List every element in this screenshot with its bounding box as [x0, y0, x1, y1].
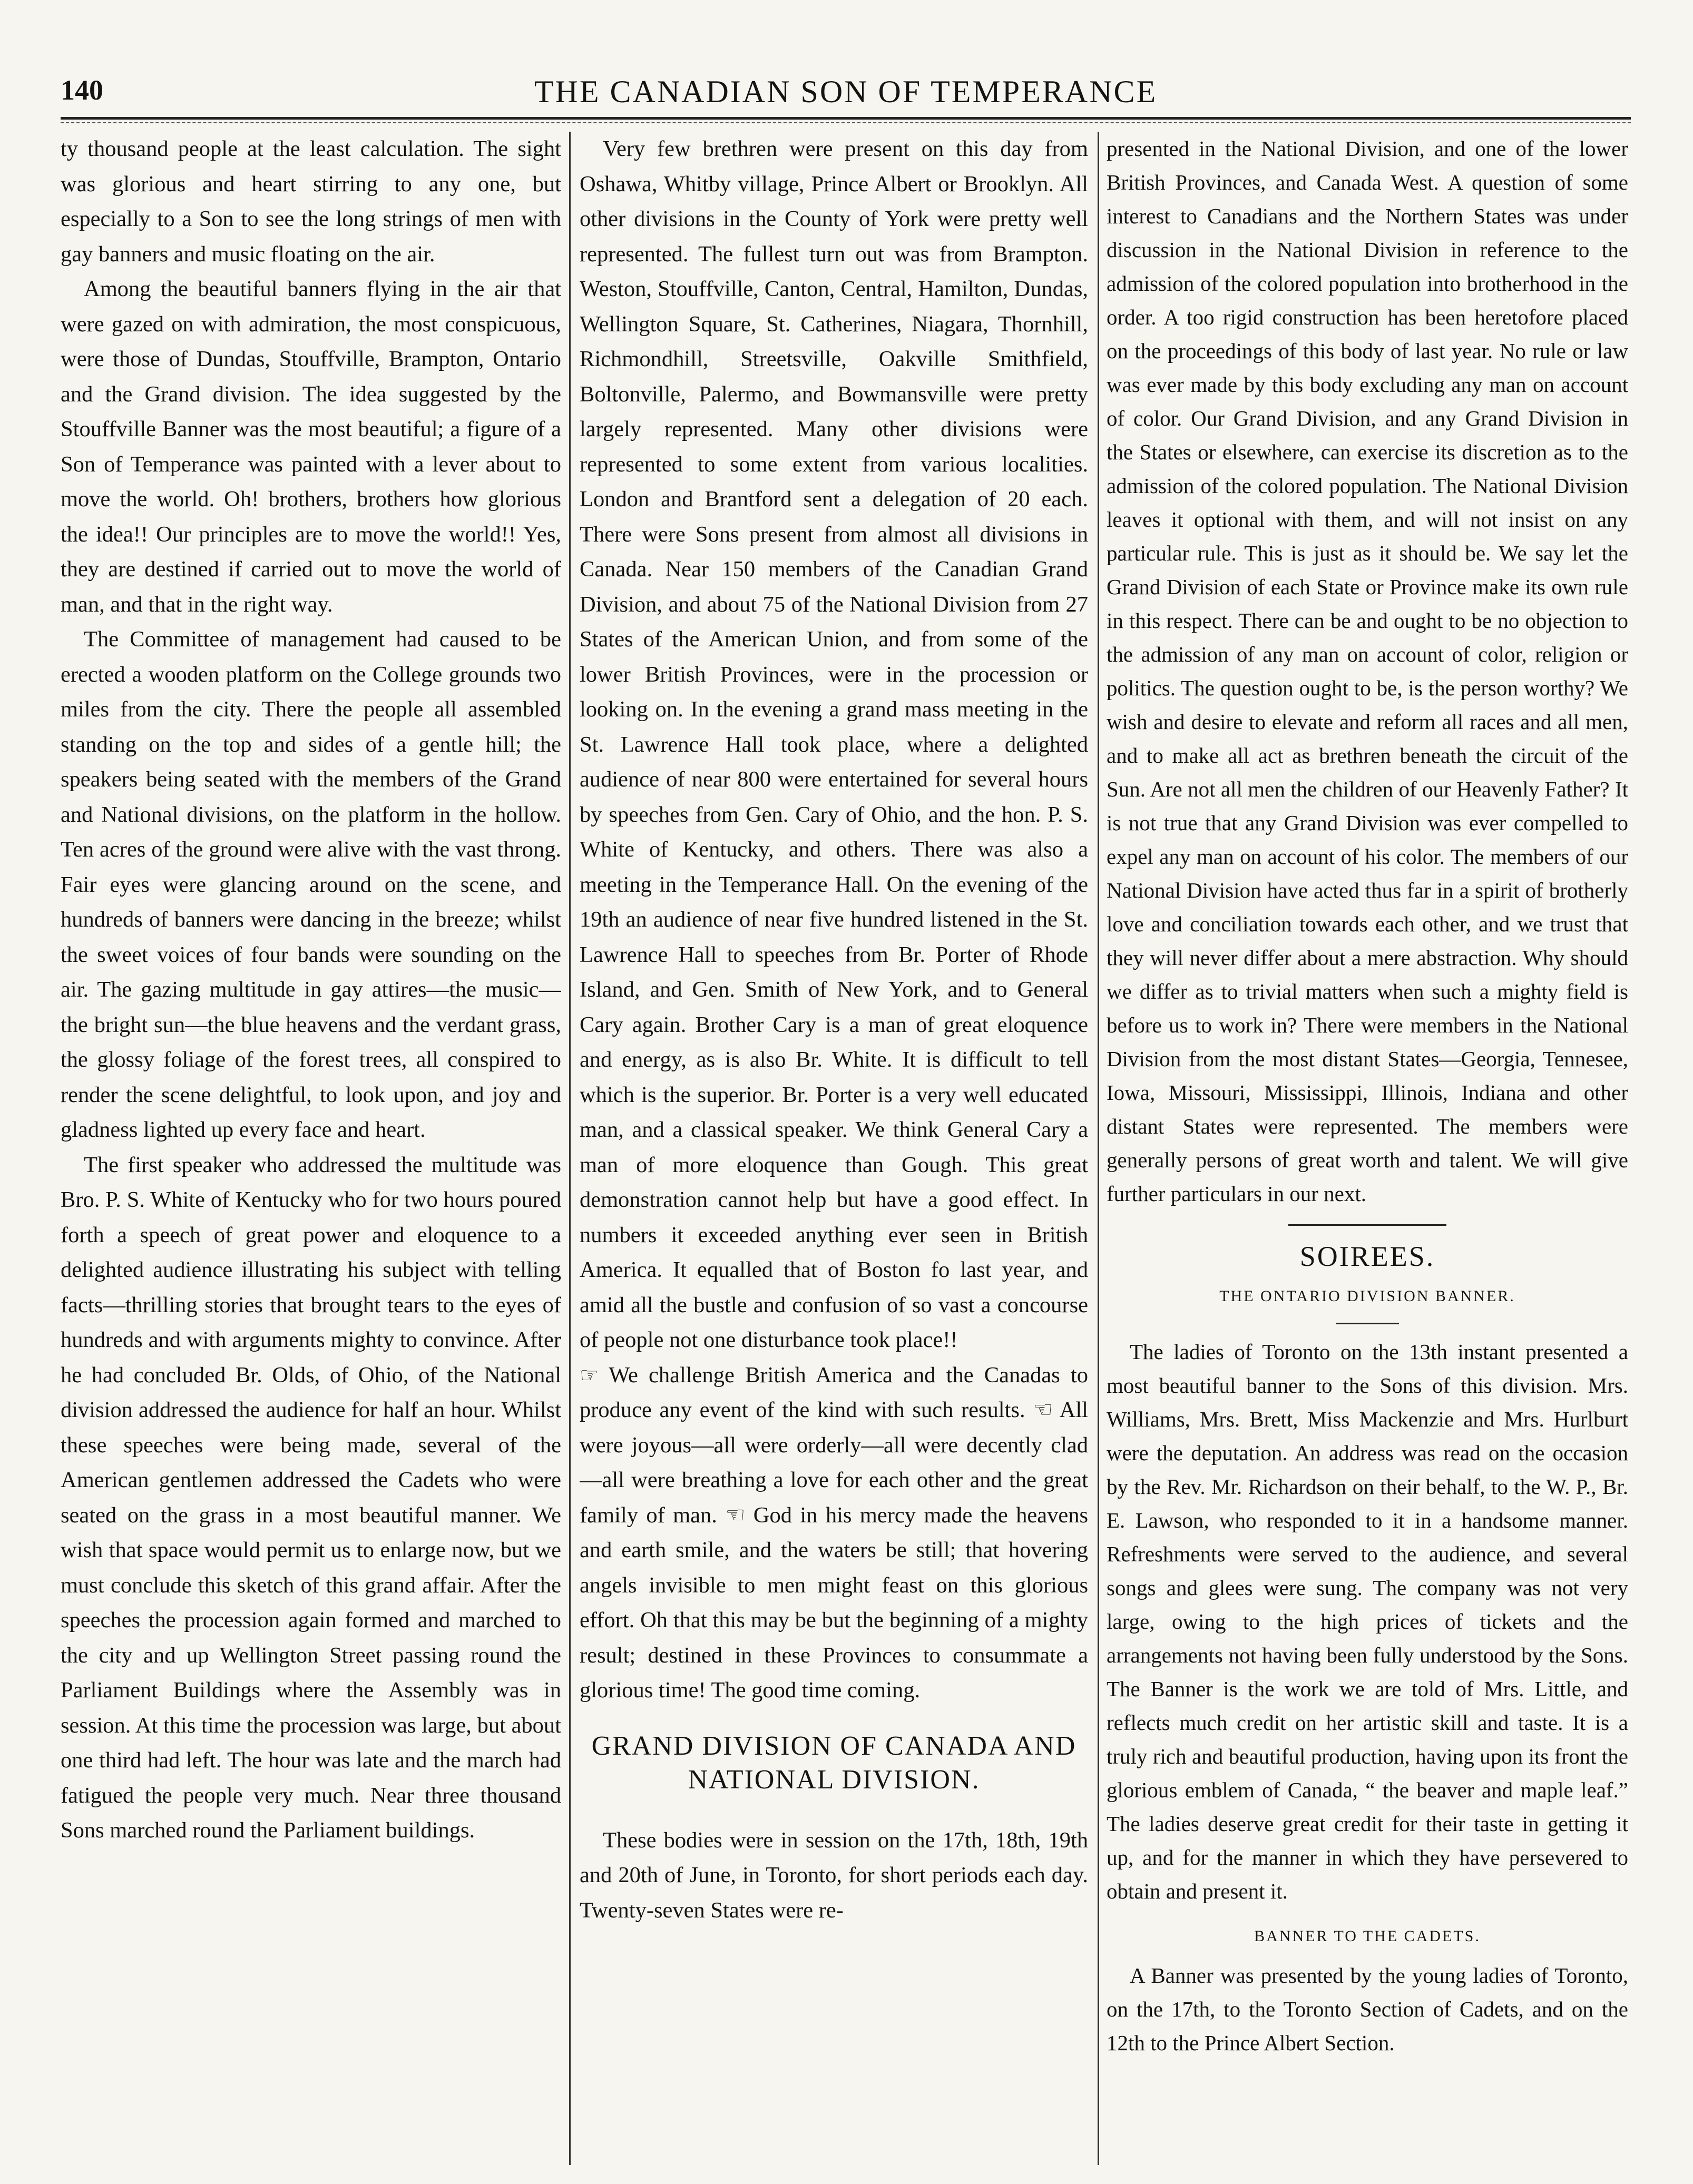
column-3 [1107, 132, 1628, 2165]
pointing-hand-icon: ☞ [580, 1363, 599, 1387]
paragraph: The ladies of Toronto on the 13th instant presented a most beautiful banner to the Sons of this division. Mrs. Williams, Mrs. Brett, Miss Mackenzie and Mrs. Hurlburt were the deputation. An address was read on the occasion by the Rev. Mr. Richardson on their behalf, to the W. P., Br. E. Lawson, who responded to it in a handsome manner. Refreshments were served to the audience, and several songs and glees were sung. The company was not very large, owing to the high prices of tickets and the arrangements not having been fully understood by the Sons. The Banner is the work we are told of Mrs. Little, and reflects much credit on her artistic skill and taste. It is a truly rich and beautiful production, having upon its front the glorious emblem of Canada, “ the beaver and maple leaf.” The ladies deserve great credit for their taste in getting it up, and for the manner in which they have persevered to obtain and present it. [1107, 1340, 1628, 1903]
paragraph: Very few brethren were present on this day from Oshawa, Whitby village, Prince Albert or Brooklyn. All other divisions in the County of York were pretty well represented. The fullest turn out was from Brampton. Weston, Stouffville, Canton, Central, Hamilton, Dundas, Wellington Square, St. Catherines, Niagara, Thornhill, Richmondhill, Streetsville, Oakville Smithfield, Boltonville, Palermo, and Bowmansville were pretty largely represented. Many other divisions were represented to some extent from various localities. London and Brantford sent a delegation of 20 each. There were Sons present from almost all divisions in Canada. Near 150 members of the Canadian Grand Division, and about 75 of the National Division from 27 States of the American Union, and from some of the lower British Provinces, were in the procession or looking on. In the evening a grand mass meeting in the St. Lawrence Hall took place, where a delighted audience of near 800 were entertained for several hours by speeches from Gen. Cary of Ohio, and the hon. P. S. White of Kentucky, and others. There was also a meeting in the Temperance Hall. On the evening of the 19th an audience of near five hundred listened in the St. Lawrence Hall to speeches from Br. Porter of Rhode Island, and Gen. Smith of New York, and to General Cary again. Brother Cary is a man of great eloquence and energy, as is also Br. White. It is difficult to tell which is the superior. Br. Porter is a very well educated man, and a classical speaker. We think General Cary a man of more eloquence than Gough. This great demonstration cannot help but have a good effect. In numbers it exceeded anything ever seen in British America. It equalled that of Boston fo last year, and amid all the bustle and confusion of so vast a concourse of people not one disturbance took place!! [580, 136, 1088, 1352]
section-heading: SOIREES. [1299, 1241, 1435, 1272]
paragraph: These bodies were in session on the 17th, 18th, 19th and 20th of June, in Toronto, for short periods each day. Twenty-seven States were re- [580, 1827, 1088, 1923]
column-divider-1 [569, 132, 571, 2165]
paragraph: A Banner was presented by the young ladies of Toronto, on the 17th, to the Toronto Section of Cadets, and on the 12th to the Prince Albert Section. [1107, 1963, 1628, 2055]
section-heading: GRAND DIVISION OF CANADA AND NATIONAL DIVISION. [591, 1730, 1077, 1795]
page-header [61, 74, 1631, 121]
sub-heading: THE ONTARIO DIVISION BANNER. [1219, 1287, 1515, 1305]
paragraph: ty thousand people at the least calculation. The sight was glorious and heart stirring to any one, but especially to a Son to see the long strings of men with gay banners and music floating on the air. [61, 136, 561, 267]
running-title: THE CANADIAN SON OF TEMPERANCE [534, 74, 1158, 109]
header-rule [61, 117, 1631, 120]
paragraph [580, 1358, 1088, 1708]
sub-heading: BANNER TO THE CADETS. [1254, 1927, 1481, 1945]
paragraph-text: We challenge British America and the Canadas to produce any event of the kind with such results. ☜ All were joyous—all were orderly—all were decently clad—all were breathing a love for each other and the great family of man. ☜ God in his mercy made the heavens and earth smile, and the waters be still; that hovering angels invisible to men might feast on this glorious effort. Oh that this may be but the beginning of a mighty result; destined in these Provinces to consummate a glorious time! The good time coming. [580, 1362, 1088, 1703]
column-1 [61, 132, 561, 2165]
paragraph: Among the beautiful banners flying in the air that were gazed on with admiration, the most conspicuous, were those of Dundas, Stouffville, Brampton, Ontario and the Grand division. The idea suggested by the Stouffville Banner was the most beautiful; a figure of a Son of Temperance was painted with a lever about to move the world. Oh! brothers, brothers how glorious the idea!! Our principles are to move the world!! Yes, they are destined if carried out to move the world of man, and that in the right way. [61, 277, 561, 617]
paragraph: presented in the National Division, and one of the lower British Provinces, and Canada West. A question of some interest to Canadians and the Northern States was under discussion in the National Division in reference to the admission of the colored population into brotherhood in the order. A too rigid construction has been heretofore placed on the proceedings of this body of last year. No rule or law was ever made by this body excluding any man on account of color. Our Grand Division, and any Grand Division in the States or elsewhere, can exercise its discretion as to the admission of the colored population. The National Division leaves it optional with them, and will not insist on any particular rule. This is just as it should be. We say let the Grand Division of each State or Province make its own rule in this respect. There can be and ought to be no objection to the admission of any man on account of color, religion or politics. The question ought to be, is the person worthy? We wish and desire to elevate and reform all races and all men, and to make all act as brethren beneath the circuit of the Sun. Are not all men the children of our Heavenly Father? It is not true that any Grand Division was ever compelled to expel any man on account of his color. The members of our National Division have acted thus far in a spirit of brotherly love and conciliation towards each other, and we trust that they will never differ about a mere abstraction. Why should we differ as to trivial matters when such a mighty field is before us to work in? There were members in the National Division from the most distant States—Georgia, Tennesee, Iowa, Missouri, Mississippi, Illinois, Indiana and other distant States were represented. The members were generally persons of great worth and talent. We will give further particulars in our next. [1107, 136, 1628, 1206]
divider-rule [1336, 1323, 1399, 1324]
paragraph: The Committee of management had caused to be erected a wooden platform on the College grounds two miles from the city. There the people all assembled standing on the top and sides of a gentle hill; the speakers being seated with the members of the Grand and National divisions, on the platform in the hollow. Ten acres of the ground were alive with the vast throng. Fair eyes were glancing around on the scene, and hundreds of banners were dancing in the breeze; whilst the sweet voices of four bands were sounding on the air. The gazing multitude in gay attires—the music—the bright sun—the blue heavens and the verdant grass, the glossy foliage of the forest trees, all conspired to render the scene delightful, to look upon, and joy and gladness lighted up every face and heart. [61, 627, 561, 1142]
divider-rule [1288, 1224, 1446, 1226]
header-rule-dashed [61, 122, 1631, 123]
paragraph: The first speaker who addressed the multitude was Bro. P. S. White of Kentucky who for two hours poured forth a speech of great power and eloquence to a delighted audience illustrating his subject with telling facts—thrilling stories that brought tears to the eyes of hundreds and with arguments mighty to convince. After he had concluded Br. Olds, of Ohio, of the National division addressed the audience for half an hour. Whilst these speeches were being made, several of the American gentlemen addressed the Cadets who were seated on the grass in a most beautiful manner. We wish that space would permit us to enlarge now, but we must conclude this sketch of this grand affair. After the speeches the procession again formed and marched to the city and up Wellington Street passing round the Parliament Buildings where the Assembly was in session. At this time the procession was large, but about one third had left. The hour was late and the march had fatigued the people very much. Near three thousand Sons marched round the Parliament buildings. [61, 1152, 561, 1843]
column-2 [580, 132, 1088, 2165]
page-number: 140 [61, 74, 103, 106]
column-divider-2 [1098, 132, 1099, 2165]
